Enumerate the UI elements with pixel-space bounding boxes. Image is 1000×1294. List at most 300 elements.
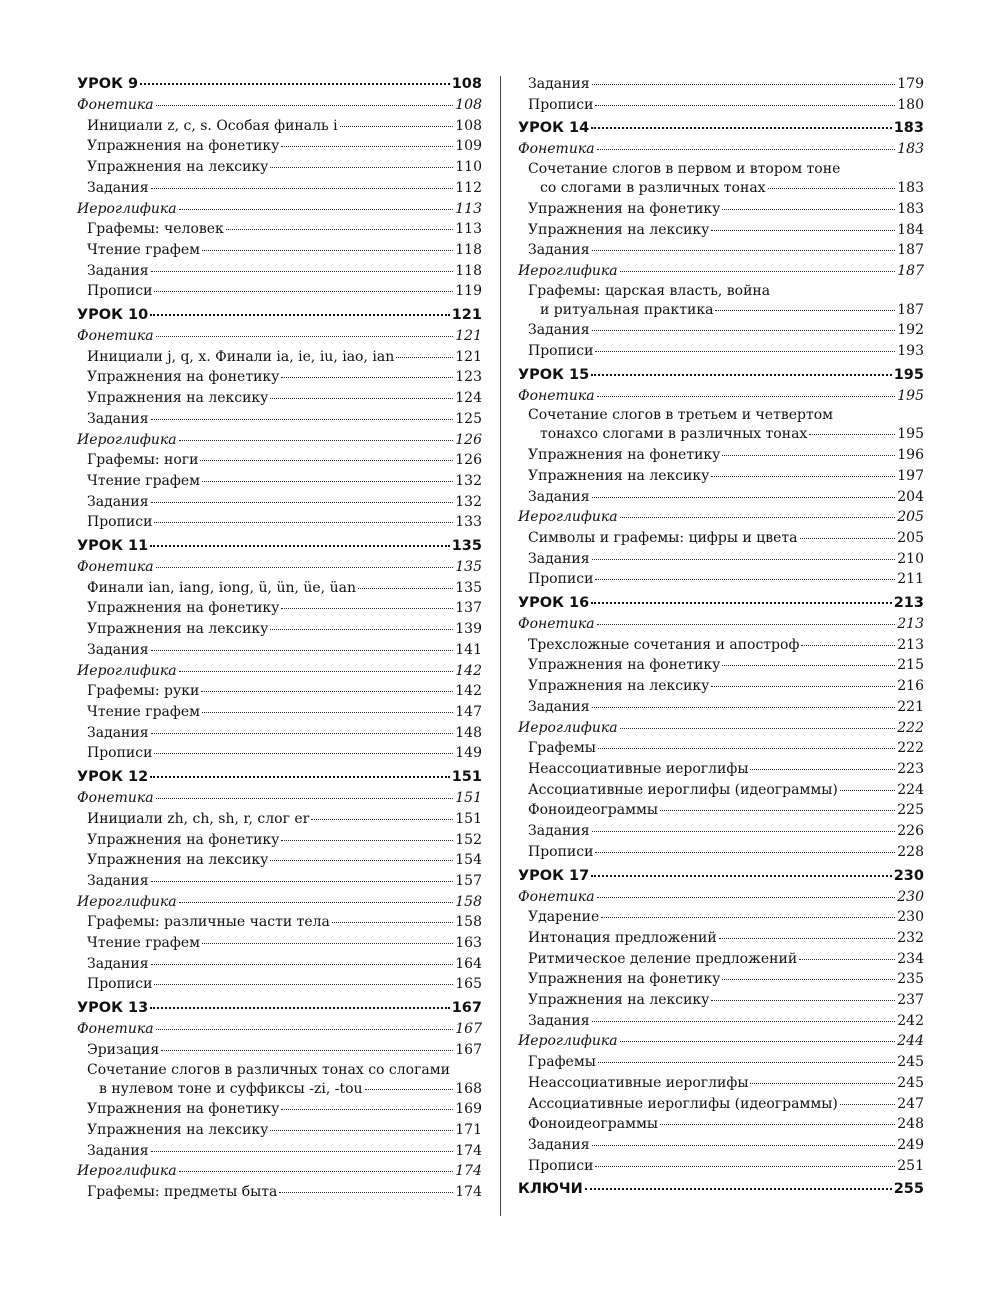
dot-leader: [768, 188, 896, 189]
page-number: 119: [455, 283, 482, 300]
toc-entry[interactable]: [518, 676, 924, 697]
page-number: 148: [455, 724, 482, 741]
toc-entry[interactable]: [518, 199, 924, 220]
dot-leader: [365, 1089, 454, 1090]
toc-entry[interactable]: [77, 809, 482, 830]
toc-entry[interactable]: [518, 697, 924, 718]
page-number: 197: [897, 467, 924, 484]
toc-section-heading[interactable]: [77, 661, 482, 682]
dot-leader: [281, 608, 453, 609]
toc-entry-title: Упражнения на фонетику: [528, 447, 721, 464]
toc-entry[interactable]: [77, 281, 482, 302]
toc-entry-title: Задания: [87, 179, 149, 196]
toc-entry-title: Задания: [87, 724, 149, 741]
page-number: 151: [455, 810, 482, 827]
toc-entry[interactable]: [518, 220, 924, 241]
toc-entry[interactable]: [77, 409, 482, 430]
page-number: 165: [455, 976, 482, 993]
toc-entry-title: Иероглифика: [77, 1163, 177, 1180]
toc-entry[interactable]: [77, 871, 482, 892]
dot-leader: [620, 1041, 896, 1042]
toc-entry-title: Символы и графемы: цифры и цвета: [528, 529, 798, 546]
dot-leader: [270, 1130, 453, 1131]
toc-entry-title: Задания: [528, 698, 590, 715]
toc-entry[interactable]: [518, 549, 924, 570]
toc-entry[interactable]: [518, 1114, 924, 1135]
dot-leader: [592, 497, 896, 498]
toc-entry-title: Задания: [87, 262, 149, 279]
page-number: 183: [897, 141, 924, 158]
dot-leader: [591, 127, 892, 129]
page-number: 232: [897, 929, 924, 946]
page-number: 142: [455, 683, 482, 700]
dot-leader: [591, 602, 892, 604]
dot-leader: [597, 624, 896, 625]
toc-entry-title: Иероглифика: [518, 719, 618, 736]
toc-entry-title: Интонация предложений: [528, 929, 717, 946]
page-number: 179: [897, 76, 924, 92]
toc-entry-title: УРОК 16: [518, 595, 590, 612]
toc-section-heading[interactable]: [518, 139, 924, 160]
dot-leader: [595, 351, 895, 352]
toc-entry-title: Задания: [528, 488, 590, 505]
page-number: 205: [897, 509, 924, 526]
dot-leader: [156, 105, 454, 106]
toc-lesson-heading[interactable]: [518, 118, 924, 139]
toc-entry-title: Фонетика: [518, 141, 595, 158]
dot-leader: [660, 1124, 895, 1125]
dot-leader: [595, 1166, 895, 1167]
toc-entry[interactable]: [77, 974, 482, 995]
toc-entry[interactable]: [518, 445, 924, 466]
dot-leader: [750, 769, 895, 770]
toc-entry[interactable]: [77, 1099, 482, 1120]
toc-entry-title: УРОК 15: [518, 366, 590, 383]
toc-entry[interactable]: [77, 116, 482, 137]
toc-entry-title: Упражнения на фонетику: [87, 138, 280, 155]
toc-entry-title: Ассоциативные иероглифы (идеограммы): [528, 781, 838, 798]
toc-entry-title: Инициали zh, ch, sh, r, слог er: [87, 810, 310, 827]
toc-entry[interactable]: [77, 850, 482, 871]
toc-entry[interactable]: [77, 1040, 482, 1061]
page-number: 123: [455, 369, 482, 386]
page-number: 235: [897, 971, 924, 988]
dot-leader: [156, 336, 454, 337]
page-number: 126: [455, 431, 482, 448]
toc-entry-title: УРОК 11: [77, 538, 149, 555]
toc-entry-title: Задания: [87, 955, 149, 972]
toc-entry[interactable]: [77, 830, 482, 851]
dot-leader: [592, 330, 896, 331]
dot-leader: [598, 748, 895, 749]
page-number: 184: [897, 221, 924, 238]
toc-entry[interactable]: [518, 569, 924, 590]
toc-entry-title: Упражнения на лексику: [87, 390, 269, 407]
dot-leader: [711, 1000, 895, 1001]
toc-entry[interactable]: [518, 780, 924, 801]
toc-entry[interactable]: [77, 912, 482, 933]
dot-leader: [151, 733, 454, 734]
page-number: 158: [455, 893, 482, 910]
toc-entry-title: Задания: [87, 493, 149, 510]
page-number: 221: [897, 698, 924, 715]
page-number: 237: [897, 992, 924, 1009]
toc-entry[interactable]: [518, 178, 924, 199]
toc-section-heading[interactable]: [77, 892, 482, 913]
page-number: 158: [455, 914, 482, 931]
dot-leader: [592, 84, 896, 85]
toc-entry-title: Иероглифика: [518, 262, 618, 279]
page-number: 230: [897, 888, 924, 905]
toc-entry[interactable]: [518, 487, 924, 508]
page-number: 226: [897, 823, 924, 840]
toc-entry-title: Графемы: [528, 1054, 596, 1071]
toc-entry-title: Упражнения на лексику: [87, 621, 269, 638]
toc-entry[interactable]: [518, 969, 924, 990]
dot-leader: [585, 1188, 892, 1190]
toc-entry-title: УРОК 14: [518, 120, 590, 137]
page-number: 245: [897, 1054, 924, 1071]
toc-entry-title: Инициали j, q, x. Финали ia, ie, iu, iao, ian: [87, 348, 395, 365]
toc-entry[interactable]: [77, 598, 482, 619]
page-number: 242: [897, 1012, 924, 1029]
toc-section-heading[interactable]: [77, 1161, 482, 1182]
dot-leader: [722, 209, 895, 210]
toc-entry[interactable]: [77, 723, 482, 744]
toc-entry[interactable]: [518, 300, 924, 321]
page-number: 213: [893, 595, 924, 612]
toc-right-column: [518, 74, 924, 1200]
toc-entry-title: Упражнения на лексику: [87, 852, 269, 869]
toc-entry[interactable]: [518, 240, 924, 261]
dot-leader: [151, 271, 454, 272]
dot-leader: [156, 567, 454, 568]
toc-lesson-heading[interactable]: [77, 998, 482, 1019]
dot-leader: [179, 440, 454, 441]
dot-leader: [156, 798, 454, 799]
page-number: 121: [451, 307, 482, 324]
page-number: 108: [451, 76, 482, 92]
toc-entry[interactable]: [518, 528, 924, 549]
page-number: 245: [897, 1074, 924, 1091]
page-number: 112: [455, 179, 482, 196]
toc-entry-title: Упражнения на лексику: [87, 159, 269, 176]
toc-entry[interactable]: [518, 907, 924, 928]
toc-entry[interactable]: [518, 759, 924, 780]
toc-entry[interactable]: [77, 367, 482, 388]
page-number: 215: [897, 657, 924, 674]
page-number: 187: [897, 242, 924, 259]
page-number: 135: [455, 579, 482, 596]
toc-entry-title: Прописи: [528, 96, 594, 113]
toc-entry[interactable]: [518, 341, 924, 362]
toc-section-heading[interactable]: [518, 507, 924, 528]
toc-entry-title: Иероглифика: [77, 431, 177, 448]
page-number: 187: [897, 262, 924, 279]
toc-entry[interactable]: [77, 347, 482, 368]
dot-leader: [750, 1083, 895, 1084]
toc-entry[interactable]: [518, 821, 924, 842]
toc-entry-title: Фонетика: [518, 387, 595, 404]
toc-entry-title: Упражнения на лексику: [528, 467, 710, 484]
page-number: 210: [897, 550, 924, 567]
toc-entry-title: Чтение графем: [87, 472, 201, 489]
toc-entry-title: Ассоциативные иероглифы (идеограммы): [528, 1095, 838, 1112]
page-number: 255: [893, 1181, 924, 1198]
dot-leader: [156, 1029, 454, 1030]
toc-entry[interactable]: [77, 492, 482, 513]
toc-entry[interactable]: [77, 954, 482, 975]
page-number: 228: [897, 843, 924, 860]
toc-entry[interactable]: [518, 949, 924, 970]
dot-leader: [179, 1171, 454, 1172]
page-number: 121: [455, 328, 482, 345]
toc-lesson-heading[interactable]: [518, 365, 924, 386]
dot-leader: [660, 810, 895, 811]
dot-leader: [202, 712, 453, 713]
toc-entry[interactable]: [518, 1052, 924, 1073]
dot-leader: [597, 897, 896, 898]
dot-leader: [840, 790, 895, 791]
toc-entry-title: Прописи: [528, 571, 594, 588]
toc-entry[interactable]: [77, 640, 482, 661]
dot-leader: [311, 819, 453, 820]
toc-entry-title: Задания: [528, 823, 590, 840]
dot-leader: [592, 1145, 896, 1146]
toc-section-heading[interactable]: [518, 261, 924, 282]
toc-entry[interactable]: [77, 240, 482, 261]
page-number: 249: [897, 1136, 924, 1153]
toc-entry-title: Задания: [528, 1012, 590, 1029]
toc-entry-title: Прописи: [528, 343, 594, 360]
toc-entry-title: Фонетика: [77, 97, 154, 113]
dot-leader: [281, 1109, 453, 1110]
page-number: 133: [455, 514, 482, 531]
dot-leader: [711, 230, 895, 231]
toc-entry-title: Фоноидеограммы: [528, 802, 659, 819]
page-number: 222: [897, 719, 924, 736]
toc-entry-title: Чтение графем: [87, 935, 201, 952]
toc-lesson-heading[interactable]: [518, 866, 924, 887]
toc-lesson-heading[interactable]: [77, 74, 482, 95]
toc-entry[interactable]: [77, 450, 482, 471]
toc-entry[interactable]: [77, 261, 482, 282]
toc-section-heading[interactable]: [518, 887, 924, 908]
toc-entry[interactable]: [518, 424, 924, 445]
toc-entry[interactable]: [518, 95, 924, 116]
dot-leader: [179, 671, 454, 672]
toc-entry-title: Прописи: [528, 1157, 594, 1174]
toc-entry[interactable]: [77, 388, 482, 409]
toc-entry-line: Сочетание слогов в третьем и четвертом: [528, 407, 834, 424]
page-number: 213: [897, 616, 924, 633]
toc-entry[interactable]: [518, 74, 924, 95]
toc-entry-title: Эризация: [87, 1041, 160, 1058]
toc-entry[interactable]: [518, 466, 924, 487]
toc-entry-title: Инициали z, c, s. Особая финаль i: [87, 117, 338, 134]
toc-entry[interactable]: [518, 1094, 924, 1115]
toc-entry-title: Задания: [87, 641, 149, 658]
toc-entry-title: Упражнения на фонетику: [528, 971, 721, 988]
dot-leader: [597, 149, 896, 150]
toc-entry-title: Прописи: [87, 283, 153, 300]
page-number: 108: [455, 117, 482, 134]
toc-entry[interactable]: [77, 1079, 482, 1100]
toc-entry-title: Трехсложные сочетания и апостроф: [528, 636, 800, 653]
toc-entry[interactable]: [77, 471, 482, 492]
dot-leader: [151, 1151, 454, 1152]
page-number: 157: [455, 872, 482, 889]
dot-leader: [840, 1104, 895, 1105]
toc-lesson-heading[interactable]: [518, 1179, 924, 1200]
dot-leader: [154, 753, 453, 754]
page-number: 135: [455, 559, 482, 576]
toc-entry[interactable]: [518, 1135, 924, 1156]
toc-entry[interactable]: [518, 842, 924, 863]
toc-entry-title: Прописи: [528, 843, 594, 860]
toc-entry-title: Неассоциативные иероглифы: [528, 760, 749, 777]
page-number: 167: [455, 1041, 482, 1058]
toc-entry-title: УРОК 17: [518, 867, 590, 884]
toc-section-heading[interactable]: [518, 1031, 924, 1052]
dot-leader: [592, 831, 896, 832]
dot-leader: [620, 728, 896, 729]
toc-entry-title: Задания: [528, 76, 590, 92]
dot-leader: [151, 502, 454, 503]
dot-leader: [722, 979, 895, 980]
toc-entry[interactable]: [77, 743, 482, 764]
page-number: 187: [897, 301, 924, 318]
toc-section-heading[interactable]: [77, 95, 482, 116]
toc-entry[interactable]: [77, 619, 482, 640]
toc-section-heading[interactable]: [518, 386, 924, 407]
toc-entry[interactable]: [77, 178, 482, 199]
page-number: 211: [897, 571, 924, 588]
toc-lesson-heading[interactable]: [518, 593, 924, 614]
dot-leader: [281, 377, 453, 378]
toc-entry[interactable]: [77, 512, 482, 533]
toc-entry-title: Упражнения на фонетику: [87, 369, 280, 386]
page-number: 213: [897, 636, 924, 653]
toc-entry[interactable]: [518, 928, 924, 949]
toc-lesson-heading[interactable]: [77, 536, 482, 557]
toc-entry-title: Ударение: [528, 909, 600, 926]
toc-entry[interactable]: [518, 655, 924, 676]
toc-entry[interactable]: [518, 1011, 924, 1032]
page-number: 195: [893, 366, 924, 383]
page-number: 223: [897, 760, 924, 777]
dot-leader: [332, 922, 453, 923]
dot-leader: [140, 83, 450, 85]
page-number: 152: [455, 831, 482, 848]
toc-entry[interactable]: [518, 990, 924, 1011]
toc-entry-title: Иероглифика: [77, 893, 177, 910]
toc-entry[interactable]: [77, 1141, 482, 1162]
toc-entry-title: Упражнения на фонетику: [87, 600, 280, 617]
toc-section-heading[interactable]: [77, 788, 482, 809]
page-number: 149: [455, 745, 482, 762]
page-number: 110: [455, 159, 482, 176]
toc-section-heading[interactable]: [77, 557, 482, 578]
page-number: 108: [455, 97, 482, 113]
dot-leader: [270, 629, 453, 630]
page-number: 169: [455, 1101, 482, 1118]
toc-entry[interactable]: [77, 219, 482, 240]
dot-leader: [340, 126, 454, 127]
page-number: 171: [455, 1121, 482, 1138]
page-number: 124: [455, 390, 482, 407]
dot-leader: [719, 938, 896, 939]
toc-entry-title: КЛЮЧИ: [518, 1181, 583, 1198]
toc-entry[interactable]: [518, 635, 924, 656]
toc-entry[interactable]: [77, 1182, 482, 1203]
toc-entry[interactable]: [518, 738, 924, 759]
toc-entry[interactable]: [518, 1073, 924, 1094]
toc-entry-title: Иероглифика: [77, 662, 177, 679]
dot-leader: [150, 1007, 450, 1009]
toc-section-heading[interactable]: [518, 614, 924, 635]
page-number: 195: [897, 387, 924, 404]
page-number: 109: [455, 138, 482, 155]
toc-entry[interactable]: [77, 933, 482, 954]
page-number: 118: [455, 262, 482, 279]
toc-entry-line: Сочетание слогов в различных тонах со слогами: [87, 1061, 450, 1078]
toc-entry[interactable]: [77, 1120, 482, 1141]
toc-entry[interactable]: [77, 578, 482, 599]
toc-entry[interactable]: [518, 320, 924, 341]
toc-entry-title: Упражнения на фонетику: [87, 1101, 280, 1118]
toc-entry[interactable]: [518, 1156, 924, 1177]
toc-entry[interactable]: [77, 681, 482, 702]
toc-entry-title: Задания: [87, 1142, 149, 1159]
toc-lesson-heading[interactable]: [77, 767, 482, 788]
page-number: 251: [897, 1157, 924, 1174]
toc-entry-title: Фонетика: [77, 328, 154, 345]
toc-entry-title: Графемы: различные части тела: [87, 914, 330, 931]
page-number: 193: [897, 343, 924, 360]
page-number: 163: [455, 935, 482, 952]
toc-section-heading[interactable]: [77, 326, 482, 347]
page-number: 192: [897, 322, 924, 339]
toc-entry-title: Графемы: человек: [87, 221, 224, 238]
toc-section-heading[interactable]: [77, 430, 482, 451]
toc-entry-title: со слогами в различных тонах: [540, 180, 766, 197]
page-number: 225: [897, 802, 924, 819]
dot-leader: [201, 691, 453, 692]
dot-leader: [591, 374, 892, 376]
toc-section-heading[interactable]: [518, 718, 924, 739]
toc-entry-title: Фонетика: [518, 616, 595, 633]
toc-entry[interactable]: [77, 157, 482, 178]
toc-entry-title: УРОК 10: [77, 307, 149, 324]
toc-entry-title: Упражнения на лексику: [528, 221, 710, 238]
toc-entry-title: Задания: [528, 550, 590, 567]
dot-leader: [396, 357, 453, 358]
toc-entry[interactable]: [77, 702, 482, 723]
page-number: 174: [455, 1163, 482, 1180]
toc-entry[interactable]: [518, 800, 924, 821]
toc-entry-title: Чтение графем: [87, 703, 201, 720]
page-number: 167: [451, 1000, 482, 1017]
toc-lesson-heading[interactable]: [77, 305, 482, 326]
toc-left-column: [77, 74, 482, 1203]
toc-entry-title: Задания: [528, 322, 590, 339]
page-number: 196: [897, 447, 924, 464]
toc-section-heading[interactable]: [77, 1019, 482, 1040]
toc-section-heading[interactable]: [77, 199, 482, 220]
toc-entry[interactable]: [77, 136, 482, 157]
dot-leader: [202, 250, 453, 251]
